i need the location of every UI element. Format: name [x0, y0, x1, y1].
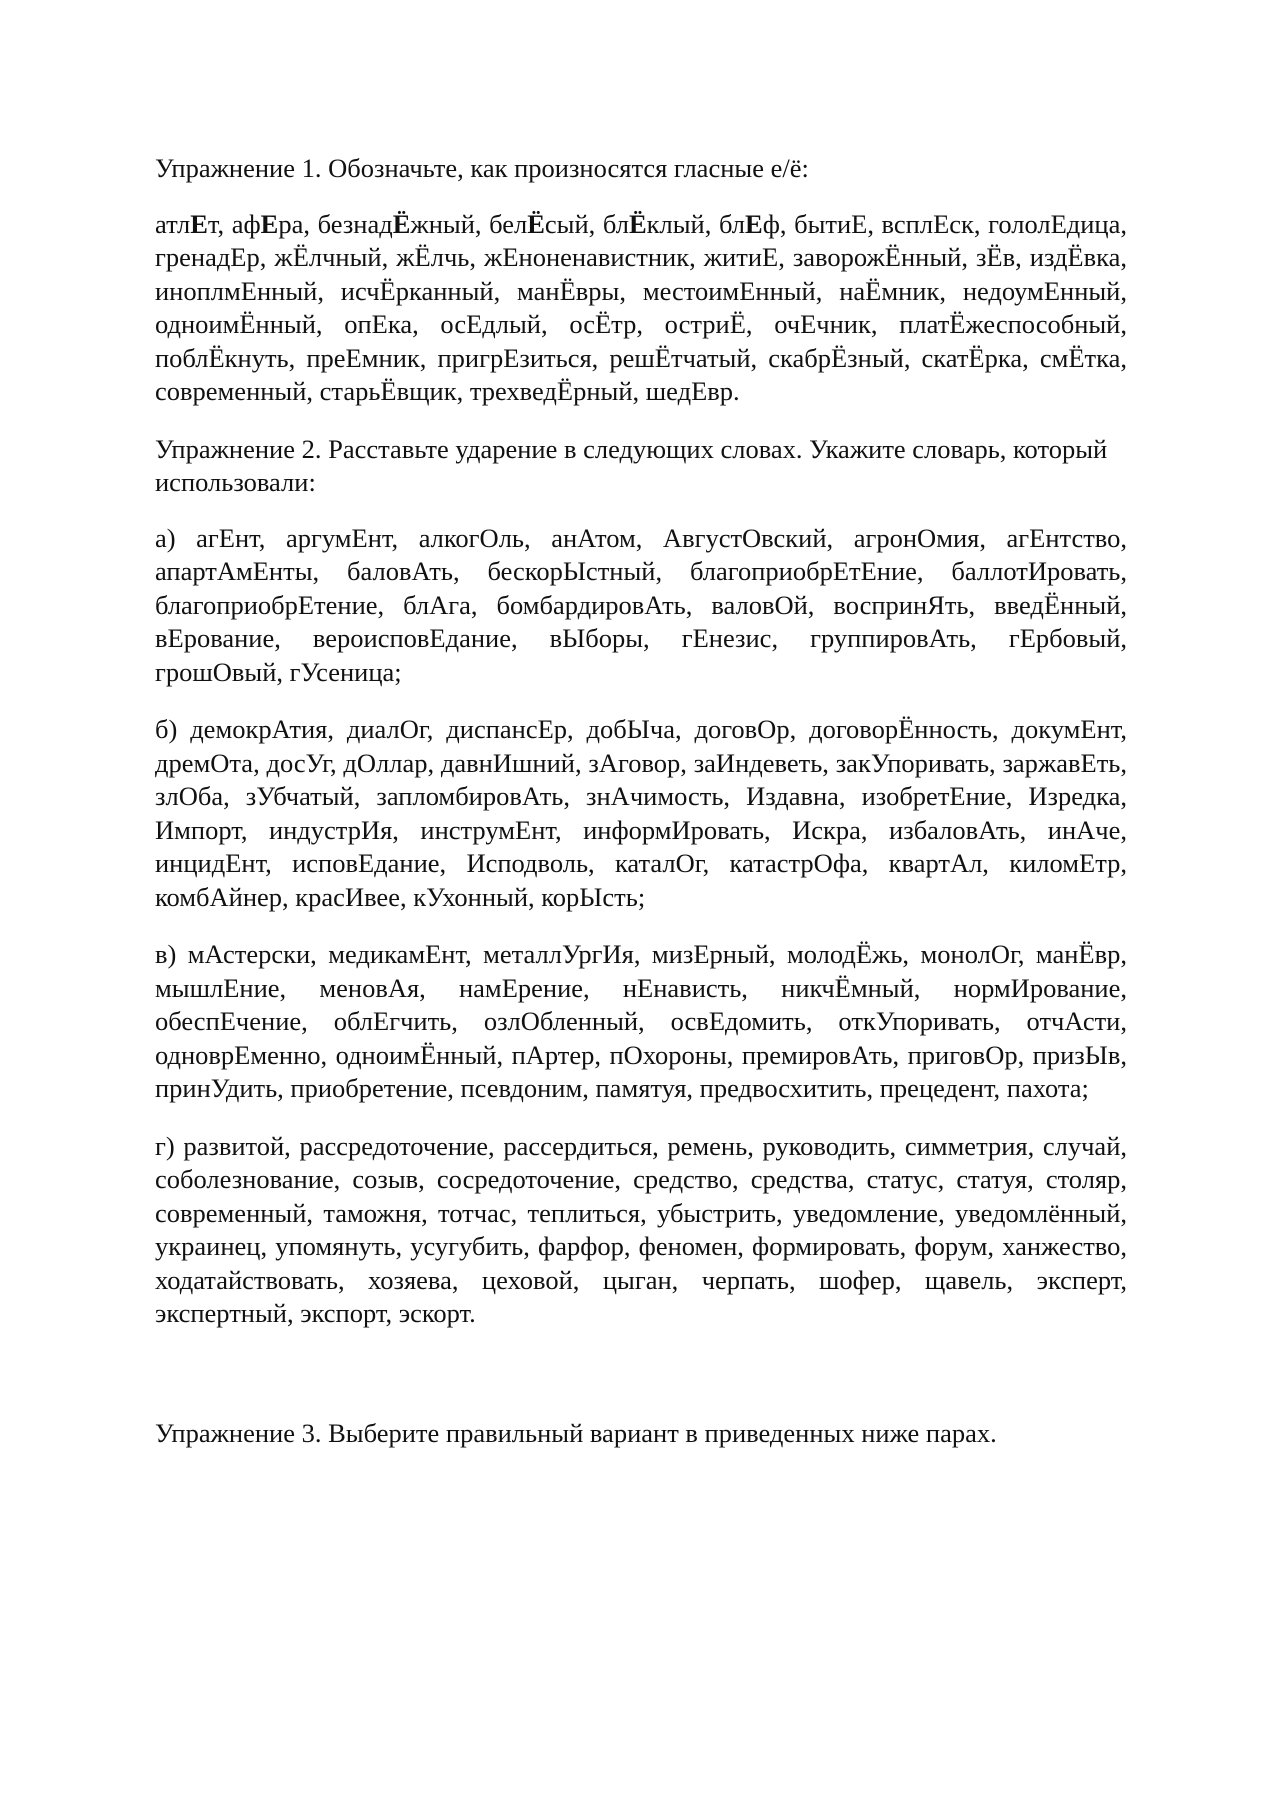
exercise-2-part-a: а) агЕнт, аргумЕнт, алкогОль, анАтом, АвгустОвский, агронОмия, агЕнтство, апартАмЕнты, баловАть, бескорЫстный, благоприобрЕтЕние, баллотИровать, благоприобрЕтение, блАга, бомбардировАть, валовОй, воспринЯть, введЁнный, вЕрование, вероисповЕдание, вЫборы, гЕнезис, группировАть, гЕрбовый, грошОвый, гУсеница;	[155, 522, 1127, 687]
exercise-2-heading: Упражнение 2. Расставьте ударение в следующих словах. Укажите словарь, который использовали:	[155, 433, 1108, 497]
exercise-2-part-v: в) мАстерски, медикамЕнт, металлУргИя, мизЕрный, молодЁжь, монолОг, манЁвр, мышлЕние, меновАя, намЕрение, нЕнависть, никчЁмный, нормИрование, обеспЕчение, облЕгчить, озлОбленный, освЕдомить, откУпоривать, отчАсти, одноврЕменно, одноимЁнный, пАртер, пОхороны, премировАть, приговОр, призЫв, принУдить, приобретение, псевдоним, памятуя, предвосхитить, прецедент, пахота;	[155, 939, 1127, 1103]
word-atlet: атлЕт,	[155, 208, 232, 239]
exercise-3-heading: Упражнение 3. Выберите правильный вариант в приведенных ниже парах.	[155, 1417, 997, 1448]
exercise-1-rest: бытиЕ, всплЕск, гололЕдица, гренадЕр, жЁлчный, жЁлчь, жЕноненавистник, житиЕ, заворожЁнный, зЁв, издЁвка, иноплмЕнный, исчЁрканный, манЁвры, местоимЕнный, наЁмник, недоумЕнный, одноимЁнный, опЕка, осЕдлый, осЁтр, остриЁ, очЕчник, платЁжеспособный, поблЁкнуть, преЕмник, пригрЕзиться, решЁтчатый, скабрЁзный, скатЁрка, смЁтка, современный, старьЁвщик, трехведЁрный, шедЕвр.	[155, 208, 1127, 406]
document-page	[155, 152, 1127, 1472]
word-belesyy: белЁсый,	[489, 208, 603, 239]
spacer	[155, 1355, 1127, 1417]
word-afera: афЕра,	[231, 208, 318, 239]
word-bleklyy: блЁклый,	[602, 208, 719, 239]
exercise-1-heading: Упражнение 1. Обозначьте, как произносятся гласные е/ё:	[155, 153, 809, 183]
exercise-2-part-g: г) развитой, рассредоточение, рассердиться, ремень, руководить, симметрия, случай, соболезнование, созыв, сосредоточение, средство, средства, статус, статуя, столяр, современный, таможня, тотчас, теплиться, убыстрить, уведомление, уведомлённый, украинец, упомянуть, усугубить, фарфор, феномен, формировать, форум, ханжество, ходатайствовать, хозяева, цеховой, цыган, черпать, шофер, щавель, эксперт, экспертный, экспорт, эскорт.	[155, 1130, 1127, 1328]
exercise-2-part-b: б) демокрАтия, диалОг, диспансЕр, добЫча, договОр, договорЁнность, докумЕнт, дремОта, досУг, дОллар, давнИшний, зАговор, заИндеветь, закУпоривать, заржавЕть, злОба, зУбчатый, запломбировАть, знАчимость, Издавна, изобретЕние, Изредка, Импорт, индустрИя, инструмЕнт, информИровать, Искра, избаловАть, инАче, инцидЕнт, исповЕдание, Исподволь, каталОг, катастрОфа, квартАл, киломЕтр, комбАйнер, красИвее, кУхонный, корЫсть;	[155, 714, 1127, 912]
word-blef: блЕф,	[718, 208, 795, 239]
word-beznadezhnyy: безнадЁжный,	[317, 208, 490, 239]
exercise-1-words	[155, 208, 1127, 409]
